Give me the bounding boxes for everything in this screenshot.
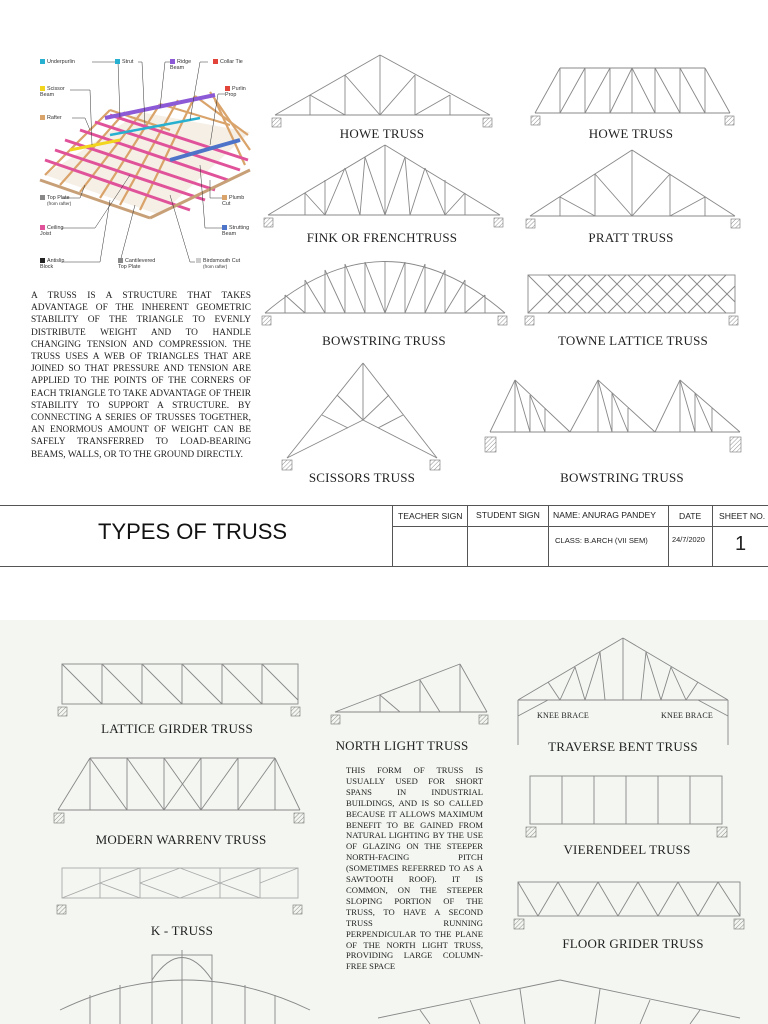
- label-vierendeel-truss: VIERENDEEL TRUSS: [563, 842, 691, 857]
- label-knee-brace-left: KNEE BRACE: [537, 711, 589, 720]
- support-block: [479, 715, 488, 724]
- label-bowstring-truss-2: BOWSTRING TRUSS: [560, 470, 684, 485]
- legend-text: Collar Tie: [220, 59, 243, 65]
- support-block: [294, 813, 304, 823]
- support-block: [282, 460, 292, 470]
- support-block: [531, 116, 540, 125]
- support-block: [57, 905, 66, 914]
- bowstring-truss-1-drawing: [265, 261, 505, 313]
- k-truss-drawing: [62, 868, 298, 898]
- legend-text: Underpurlin: [47, 59, 75, 65]
- support-block: [731, 219, 740, 228]
- support-block: [485, 437, 496, 452]
- support-block: [725, 116, 734, 125]
- legend-text: Ridge Beam: [170, 59, 192, 71]
- label-lattice-girder-truss: LATTICE GIRDER TRUSS: [101, 721, 253, 736]
- tb-col-student: [467, 506, 549, 566]
- floor-girder-truss-drawing: [518, 882, 740, 916]
- teacher-sign-label: TEACHER SIGN: [398, 511, 463, 521]
- sheet-title: TYPES OF TRUSS: [98, 519, 288, 544]
- support-block: [498, 316, 507, 325]
- label-scissors-truss: SCISSORS TRUSS: [308, 470, 416, 485]
- label-pratt-truss: PRATT TRUSS: [588, 230, 674, 245]
- howe-truss-2-drawing: [535, 68, 730, 113]
- legend-text: Ceiling Joist: [40, 225, 64, 237]
- bowstring-truss-2-drawing: [490, 380, 740, 432]
- support-block: [264, 218, 273, 227]
- support-block: [430, 460, 440, 470]
- traverse-bent-truss-drawing: [518, 638, 728, 745]
- support-block: [729, 316, 738, 325]
- label-fink-truss: FINK OR FRENCHTRUSS: [306, 230, 458, 245]
- support-block: [526, 219, 535, 228]
- support-block: [58, 707, 67, 716]
- fink-truss-drawing: [268, 145, 500, 215]
- sheet-no-value: 1: [735, 533, 747, 555]
- lattice-girder-truss-drawing: [62, 664, 298, 704]
- north-light-truss-drawing: [335, 664, 487, 712]
- legend-subtext: (from rafter): [203, 264, 228, 269]
- page-gap: [0, 568, 768, 620]
- support-block: [494, 218, 503, 227]
- partial-truss-bottom-left: [60, 950, 310, 1024]
- support-block: [717, 827, 727, 837]
- support-block: [514, 919, 524, 929]
- support-block: [331, 715, 340, 724]
- legend-text: Plumb Cut: [222, 195, 245, 207]
- legend-text: Birdsmouth Cut: [203, 258, 241, 264]
- support-block: [272, 118, 281, 127]
- support-block: [526, 827, 536, 837]
- support-block: [54, 813, 64, 823]
- support-block: [730, 437, 741, 452]
- tb-col-sheet: [712, 506, 768, 566]
- legend-text: Rafter: [47, 115, 62, 121]
- date-value: 24/7/2020: [672, 535, 705, 544]
- support-block: [291, 707, 300, 716]
- towne-lattice-truss-drawing: [528, 275, 735, 313]
- howe-truss-1-drawing: [275, 55, 490, 115]
- support-block: [483, 118, 492, 127]
- label-knee-brace-right: KNEE BRACE: [661, 711, 713, 720]
- student-name: NAME: ANURAG PANDEY: [553, 510, 656, 520]
- partial-truss-bottom-right: [378, 980, 740, 1024]
- label-traverse-bent-truss: TRAVERSE BENT TRUSS: [548, 739, 698, 754]
- legend-text: Cantilevered Top Plate: [118, 258, 156, 270]
- legend-subtext: (from rafter): [47, 201, 72, 206]
- tb-col-name: [548, 506, 669, 566]
- label-modern-warren-truss: MODERN WARRENV TRUSS: [95, 832, 267, 847]
- label-howe-truss-2: HOWE TRUSS: [588, 126, 674, 141]
- label-towne-lattice-truss: TOWNE LATTICE TRUSS: [558, 333, 708, 348]
- support-block: [262, 316, 271, 325]
- legend-text: Antislip Block: [40, 258, 65, 270]
- student-sign-label: STUDENT SIGN: [476, 510, 540, 520]
- label-north-light-truss: NORTH LIGHT TRUSS: [335, 738, 469, 753]
- legend-text: Purlin Prop: [225, 86, 246, 98]
- legend-text: Scissor Beam: [40, 86, 65, 98]
- label-howe-truss-1: HOWE TRUSS: [339, 126, 425, 141]
- legend-text: Top Plate: [47, 195, 70, 201]
- tb-col-teacher: [392, 506, 468, 566]
- truss-intro-text: A TRUSS IS A STRUCTURE THAT TAKES ADVANTAGE OF THE INHERENT GEOMETRIC STABILITY OF THE TRIANGLE TO EVENLY DISTRIBUTE WEIGHT AND TO HANDLE CHANGING TENSION AND COMPRESSION. THE TRUSS USES A WEB OF TRIANGLES THAT ARE JOINED SO THAT PRESSURE AND TENSION ARE APPLIED TO THE POINTS OF THE CORNERS OF EACH TRIANGLE TO TAKE ADVANTAGE OF THEIR STABILITY TO SUPPORT A STRUCTURE. BY CONNECTING A SERIES OF TRUSSES TOGETHER, AN ENORMOUS AMOUNT OF WEIGHT CAN BE SAFELY TRANSFERRED TO LOAD-BEARING BEAMS, WALLS, OR TO THE GROUND DIRECTLY.: [31, 291, 251, 460]
- tb-col-date: [668, 506, 713, 566]
- sheet-2: [0, 620, 768, 1024]
- date-label: DATE: [679, 511, 702, 521]
- label-k-truss: K - TRUSS: [150, 923, 214, 938]
- student-class: CLASS: B.ARCH (VII SEM): [555, 536, 648, 545]
- north-light-description: THIS FORM OF TRUSS IS USUALLY USED FOR SHORT SPANS IN INDUSTRIAL BUILDINGS, AND IS SO CALLED BECAUSE IT ALLOWS MAXIMUM BENEFIT TO BE GAINED FROM NATURAL LIGHTING BY THE USE OF GLAZING ON THE STEEPER NORTH-FACING PITCH (SOMETIMES REFERRED TO AS A SAWTOOTH ROOF). IT IS COMMON, ON THE STEEPER SLOPING PORTION OF THE TRUSS, TO HAVE A SECOND TRUSS RUNNING PERPENDICULAR TO THE PLANE OF THE NORTH LIGHT TRUSS, PROVIDING LARGE COLUMN-FREE SPACE: [346, 765, 483, 972]
- sheet-no-label: SHEET NO.: [719, 511, 766, 521]
- support-block: [734, 919, 744, 929]
- legend-text: Strut: [122, 59, 134, 65]
- pratt-truss-drawing: [530, 150, 735, 216]
- vierendeel-truss-drawing: [530, 776, 722, 824]
- legend-text: Strutting Beam: [222, 225, 250, 237]
- label-bowstring-truss-1: BOWSTRING TRUSS: [322, 333, 446, 348]
- label-floor-girder-truss: FLOOR GRIDER TRUSS: [562, 936, 704, 951]
- support-block: [293, 905, 302, 914]
- modern-warren-truss-drawing: [58, 758, 300, 810]
- support-block: [525, 316, 534, 325]
- scissors-truss-drawing: [287, 363, 437, 458]
